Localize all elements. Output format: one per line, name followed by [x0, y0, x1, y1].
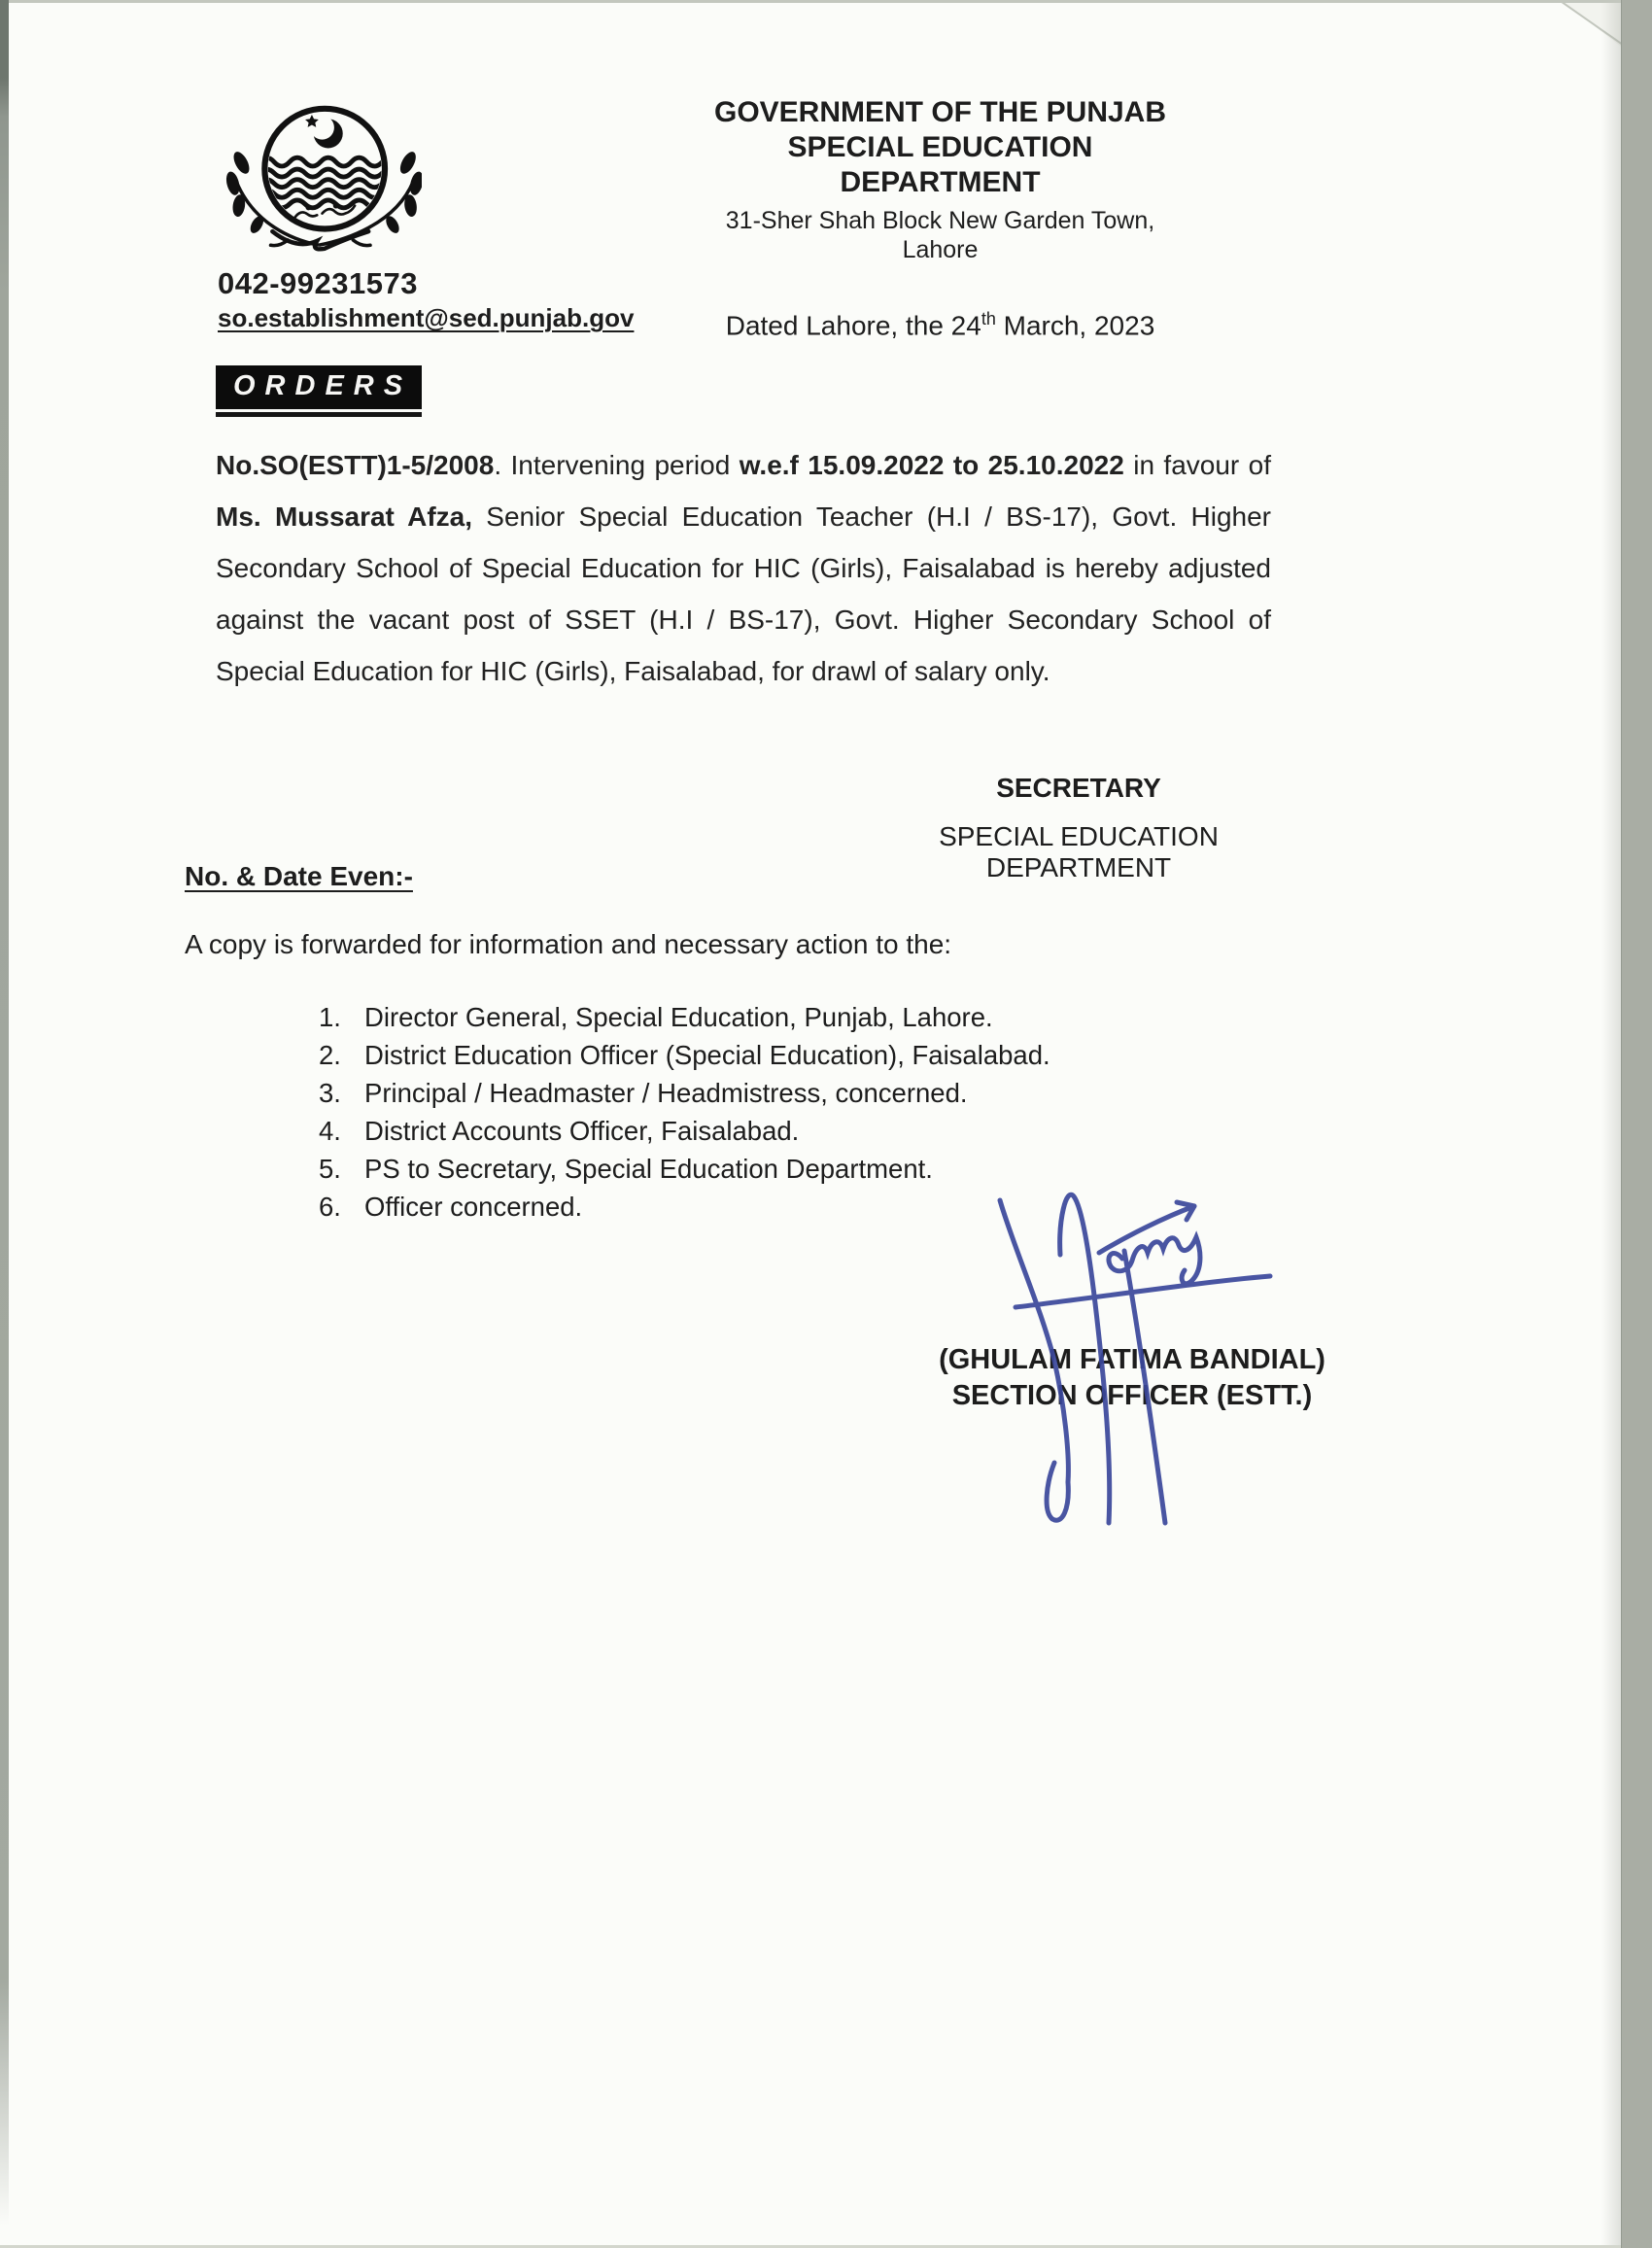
handwritten-signature — [957, 1161, 1288, 1531]
order-effective-dates: w.e.f 15.09.2022 to 25.10.2022 — [739, 450, 1124, 480]
river-waves — [258, 157, 382, 208]
wheat-right — [384, 150, 422, 235]
list-item — [319, 998, 1050, 1036]
number-date-even-heading: No. & Date Even:- — [185, 861, 413, 891]
page-edge-shadow — [1601, 0, 1621, 2248]
list-item — [319, 1150, 1050, 1188]
signatory-block — [855, 773, 1302, 883]
list-item-number: 5. — [319, 1154, 341, 1184]
list-item-text: Director General, Special Education, Punjab, Lahore. — [364, 1002, 993, 1032]
wheat-left — [224, 150, 266, 235]
punjab-government-emblem — [216, 80, 422, 253]
order-text: in favour of — [1123, 450, 1271, 480]
distribution-list — [319, 998, 1050, 1226]
list-item — [319, 1036, 1050, 1074]
letterhead — [690, 95, 1190, 341]
list-item-text: District Accounts Officer, Faisalabad. — [364, 1116, 800, 1146]
phone-number: 042-99231573 — [218, 266, 418, 300]
signatory-title: SECRETARY — [996, 773, 1161, 803]
signatory-designation: SECTION OFFICER (ESTT.) — [951, 1380, 1313, 1411]
government-title: GOVERNMENT OF THE PUNJAB — [713, 96, 1167, 128]
date-suffix: March, 2023 — [995, 310, 1155, 341]
signatory-name: (GHULAM FATIMA BANDIAL) — [939, 1344, 1325, 1375]
list-item-number: 3. — [319, 1078, 341, 1108]
list-item-text: District Education Officer (Special Education), Faisalabad. — [364, 1040, 1050, 1070]
forwarding-line: A copy is forwarded for information and necessary action to the: — [185, 929, 952, 959]
list-item — [319, 1112, 1050, 1150]
list-item — [319, 1074, 1050, 1112]
order-text: Senior Special Education Teacher (H.I / BS-17), Govt. Higher Secondary School of Special Education for HIC (Girls), Faisalabad is hereby adjusted against the vacant post of SSET (H.I / BS-17), Govt. Higher Secondary School of Special Education for HIC (Girls), Faisalabad, for drawl of salary only. — [216, 501, 1271, 686]
list-item-number: 4. — [319, 1116, 341, 1146]
list-item-number: 2. — [319, 1040, 341, 1070]
date-prefix: Dated Lahore, the 24 — [725, 310, 981, 341]
scan-edge-left — [0, 0, 9, 2248]
department-address: 31-Sher Shah Block New Garden Town, Lahore — [725, 207, 1155, 263]
list-item-number: 6. — [319, 1192, 341, 1222]
order-officer-name: Ms. Mussarat Afza, — [216, 501, 472, 532]
list-item-text: PS to Secretary, Special Education Department. — [364, 1154, 933, 1184]
list-item-text: Principal / Headmaster / Headmistress, concerned. — [364, 1078, 968, 1108]
date-ordinal: th — [981, 309, 996, 329]
email-address: so.establishment@sed.punjab.gov — [218, 303, 635, 332]
order-body-paragraph — [216, 439, 1271, 697]
department-title: SPECIAL EDUCATION DEPARTMENT — [787, 131, 1093, 198]
scan-edge-top — [0, 0, 1652, 3]
list-item — [319, 1188, 1050, 1226]
list-item-text: Officer concerned. — [364, 1192, 583, 1222]
signatory-department: SPECIAL EDUCATION DEPARTMENT — [939, 821, 1219, 882]
orders-heading — [216, 365, 422, 417]
list-item-number: 1. — [319, 1002, 341, 1032]
scan-edge-right — [1621, 0, 1652, 2248]
orders-heading-label: ORDERS — [216, 365, 422, 409]
date-line — [690, 309, 1190, 341]
order-reference-number: No.SO(ESTT)1-5/2008 — [216, 450, 495, 480]
order-text: . Intervening period — [494, 450, 740, 480]
